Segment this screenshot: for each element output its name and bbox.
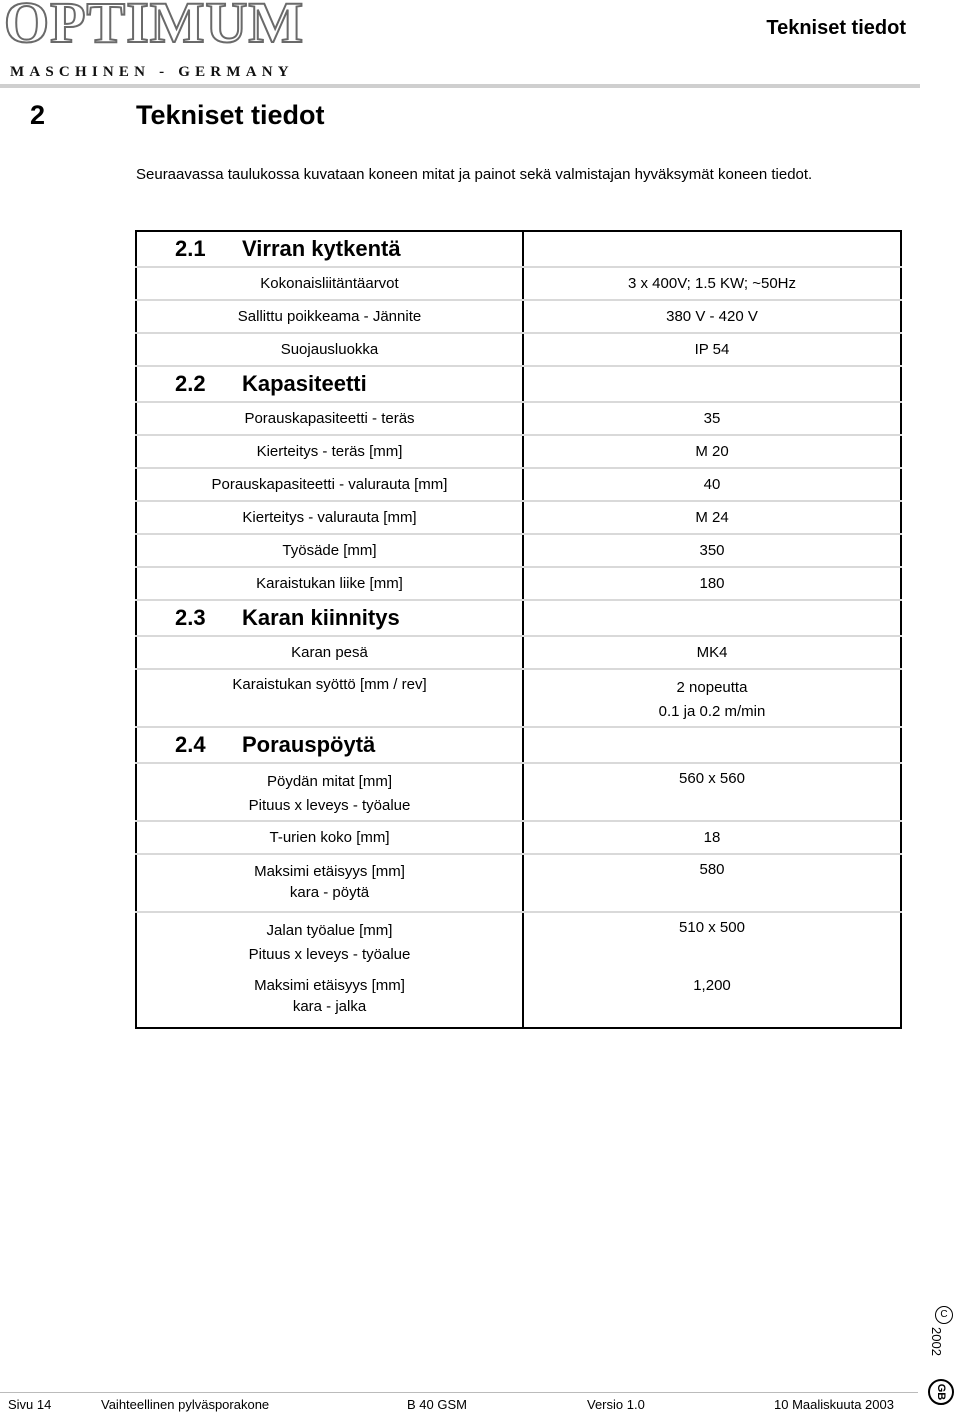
spec-label: Kierteitys - teräs [mm]: [136, 435, 523, 468]
table-row: [136, 300, 901, 333]
spec-value: IP 54: [523, 333, 901, 366]
spec-value: 560 x 560: [523, 763, 901, 821]
spec-label: Kierteitys - valurauta [mm]: [136, 501, 523, 534]
spec-value: 40: [523, 468, 901, 501]
table-row: [136, 267, 901, 300]
subsection-number: 2.1: [175, 236, 206, 261]
subsection-number: 2.3: [175, 605, 206, 630]
subsection-title: Porauspöytä: [242, 732, 376, 757]
spec-value: 3 x 400V; 1.5 KW; ~50Hz: [523, 267, 901, 300]
spec-value: 35: [523, 402, 901, 435]
spec-value: 180: [523, 567, 901, 600]
spec-label-line: Pituus x leveys - työalue: [248, 797, 411, 814]
spec-value: 380 V - 420 V: [523, 300, 901, 333]
spec-label: [136, 854, 523, 912]
subsection-number: 2.4: [175, 732, 206, 757]
spec-label: Suojausluokka: [136, 333, 523, 366]
subsection-title: Karan kiinnitys: [242, 605, 400, 630]
spec-value: MK4: [523, 636, 901, 669]
table-row: [136, 468, 901, 501]
spec-label: [136, 969, 523, 1028]
spec-value: 580: [523, 854, 901, 912]
subsection-header: [136, 231, 901, 267]
brand-tagline: MASCHINEN - GERMANY: [10, 64, 294, 80]
table-row: [136, 763, 901, 821]
spec-table: [135, 230, 902, 1029]
spec-value: 510 x 500: [679, 919, 745, 936]
section-title: Tekniset tiedot: [136, 100, 325, 130]
header-divider: [0, 84, 920, 88]
copyright-icon: C: [935, 1306, 953, 1324]
spec-value: M 24: [523, 501, 901, 534]
subsection-header: [136, 366, 901, 402]
table-row: [136, 501, 901, 534]
spec-value: M 20: [523, 435, 901, 468]
brand-logo: OPTIMUM: [4, 0, 305, 55]
copyright-year: 2002: [928, 1327, 944, 1356]
spec-value: [523, 669, 901, 727]
spec-label: [136, 912, 523, 969]
spec-label: Sallittu poikkeama - Jännite: [136, 300, 523, 333]
spec-label-line: kara - pöytä: [289, 884, 370, 901]
spec-label-line: Pöydän mitat [mm]: [266, 773, 393, 790]
table-row: [136, 435, 901, 468]
table-row: [136, 912, 901, 969]
footer-version: Versio 1.0: [587, 1397, 645, 1412]
subsection-title: Kapasiteetti: [242, 371, 367, 396]
country-badge: GB: [928, 1379, 954, 1405]
spec-label-line: Maksimi etäisyys [mm]: [254, 977, 405, 994]
spec-value: 1,200: [693, 977, 731, 994]
footer-product: Vaihteellinen pylväsporakone: [101, 1397, 270, 1412]
table-row: [136, 669, 901, 727]
table-row: [136, 567, 901, 600]
spec-label: Kokonaisliitäntäarvot: [136, 267, 523, 300]
spec-label-line: kara - jalka: [292, 998, 367, 1015]
table-row: [136, 402, 901, 435]
table-row: [136, 333, 901, 366]
spec-label: T-urien koko [mm]: [136, 821, 523, 854]
footer-divider: [0, 1392, 918, 1393]
spec-label: Karan pesä: [136, 636, 523, 669]
subsection-title: Virran kytkentä: [242, 236, 401, 261]
footer-date: 10 Maaliskuuta 2003: [774, 1397, 894, 1412]
spec-label: Porauskapasiteetti - valurauta [mm]: [136, 468, 523, 501]
footer-model: B 40 GSM: [407, 1397, 467, 1412]
subsection-header: [136, 727, 901, 763]
spec-label: [136, 763, 523, 821]
table-row: [136, 854, 901, 912]
table-row: [136, 534, 901, 567]
spec-label: Porauskapasiteetti - teräs: [136, 402, 523, 435]
section-number: 2: [30, 100, 46, 130]
spec-label: Karaistukan syöttö [mm / rev]: [136, 669, 523, 727]
subsection-number: 2.2: [175, 371, 206, 396]
spec-value: 18: [523, 821, 901, 854]
table-row: [136, 969, 901, 1028]
spec-label-line: Pituus x leveys - työalue: [248, 946, 411, 963]
spec-label: Työsäde [mm]: [136, 534, 523, 567]
spec-value: 350: [523, 534, 901, 567]
spec-label-line: Jalan työalue [mm]: [266, 922, 393, 939]
table-row: [136, 636, 901, 669]
spec-label-line: Maksimi etäisyys [mm]: [254, 863, 405, 880]
footer-page: Sivu 14: [8, 1397, 52, 1412]
spec-value-line: 2 nopeutta: [676, 679, 748, 696]
subsection-header: [136, 600, 901, 636]
header-title: Tekniset tiedot: [766, 17, 906, 39]
section-intro: Seuraavassa taulukossa kuvataan koneen mitat ja painot sekä valmistajan hyväksymät koneen tiedot.: [136, 166, 813, 183]
table-row: [136, 821, 901, 854]
spec-label: Karaistukan liike [mm]: [136, 567, 523, 600]
spec-value-line: 0.1 ja 0.2 m/min: [658, 703, 766, 720]
